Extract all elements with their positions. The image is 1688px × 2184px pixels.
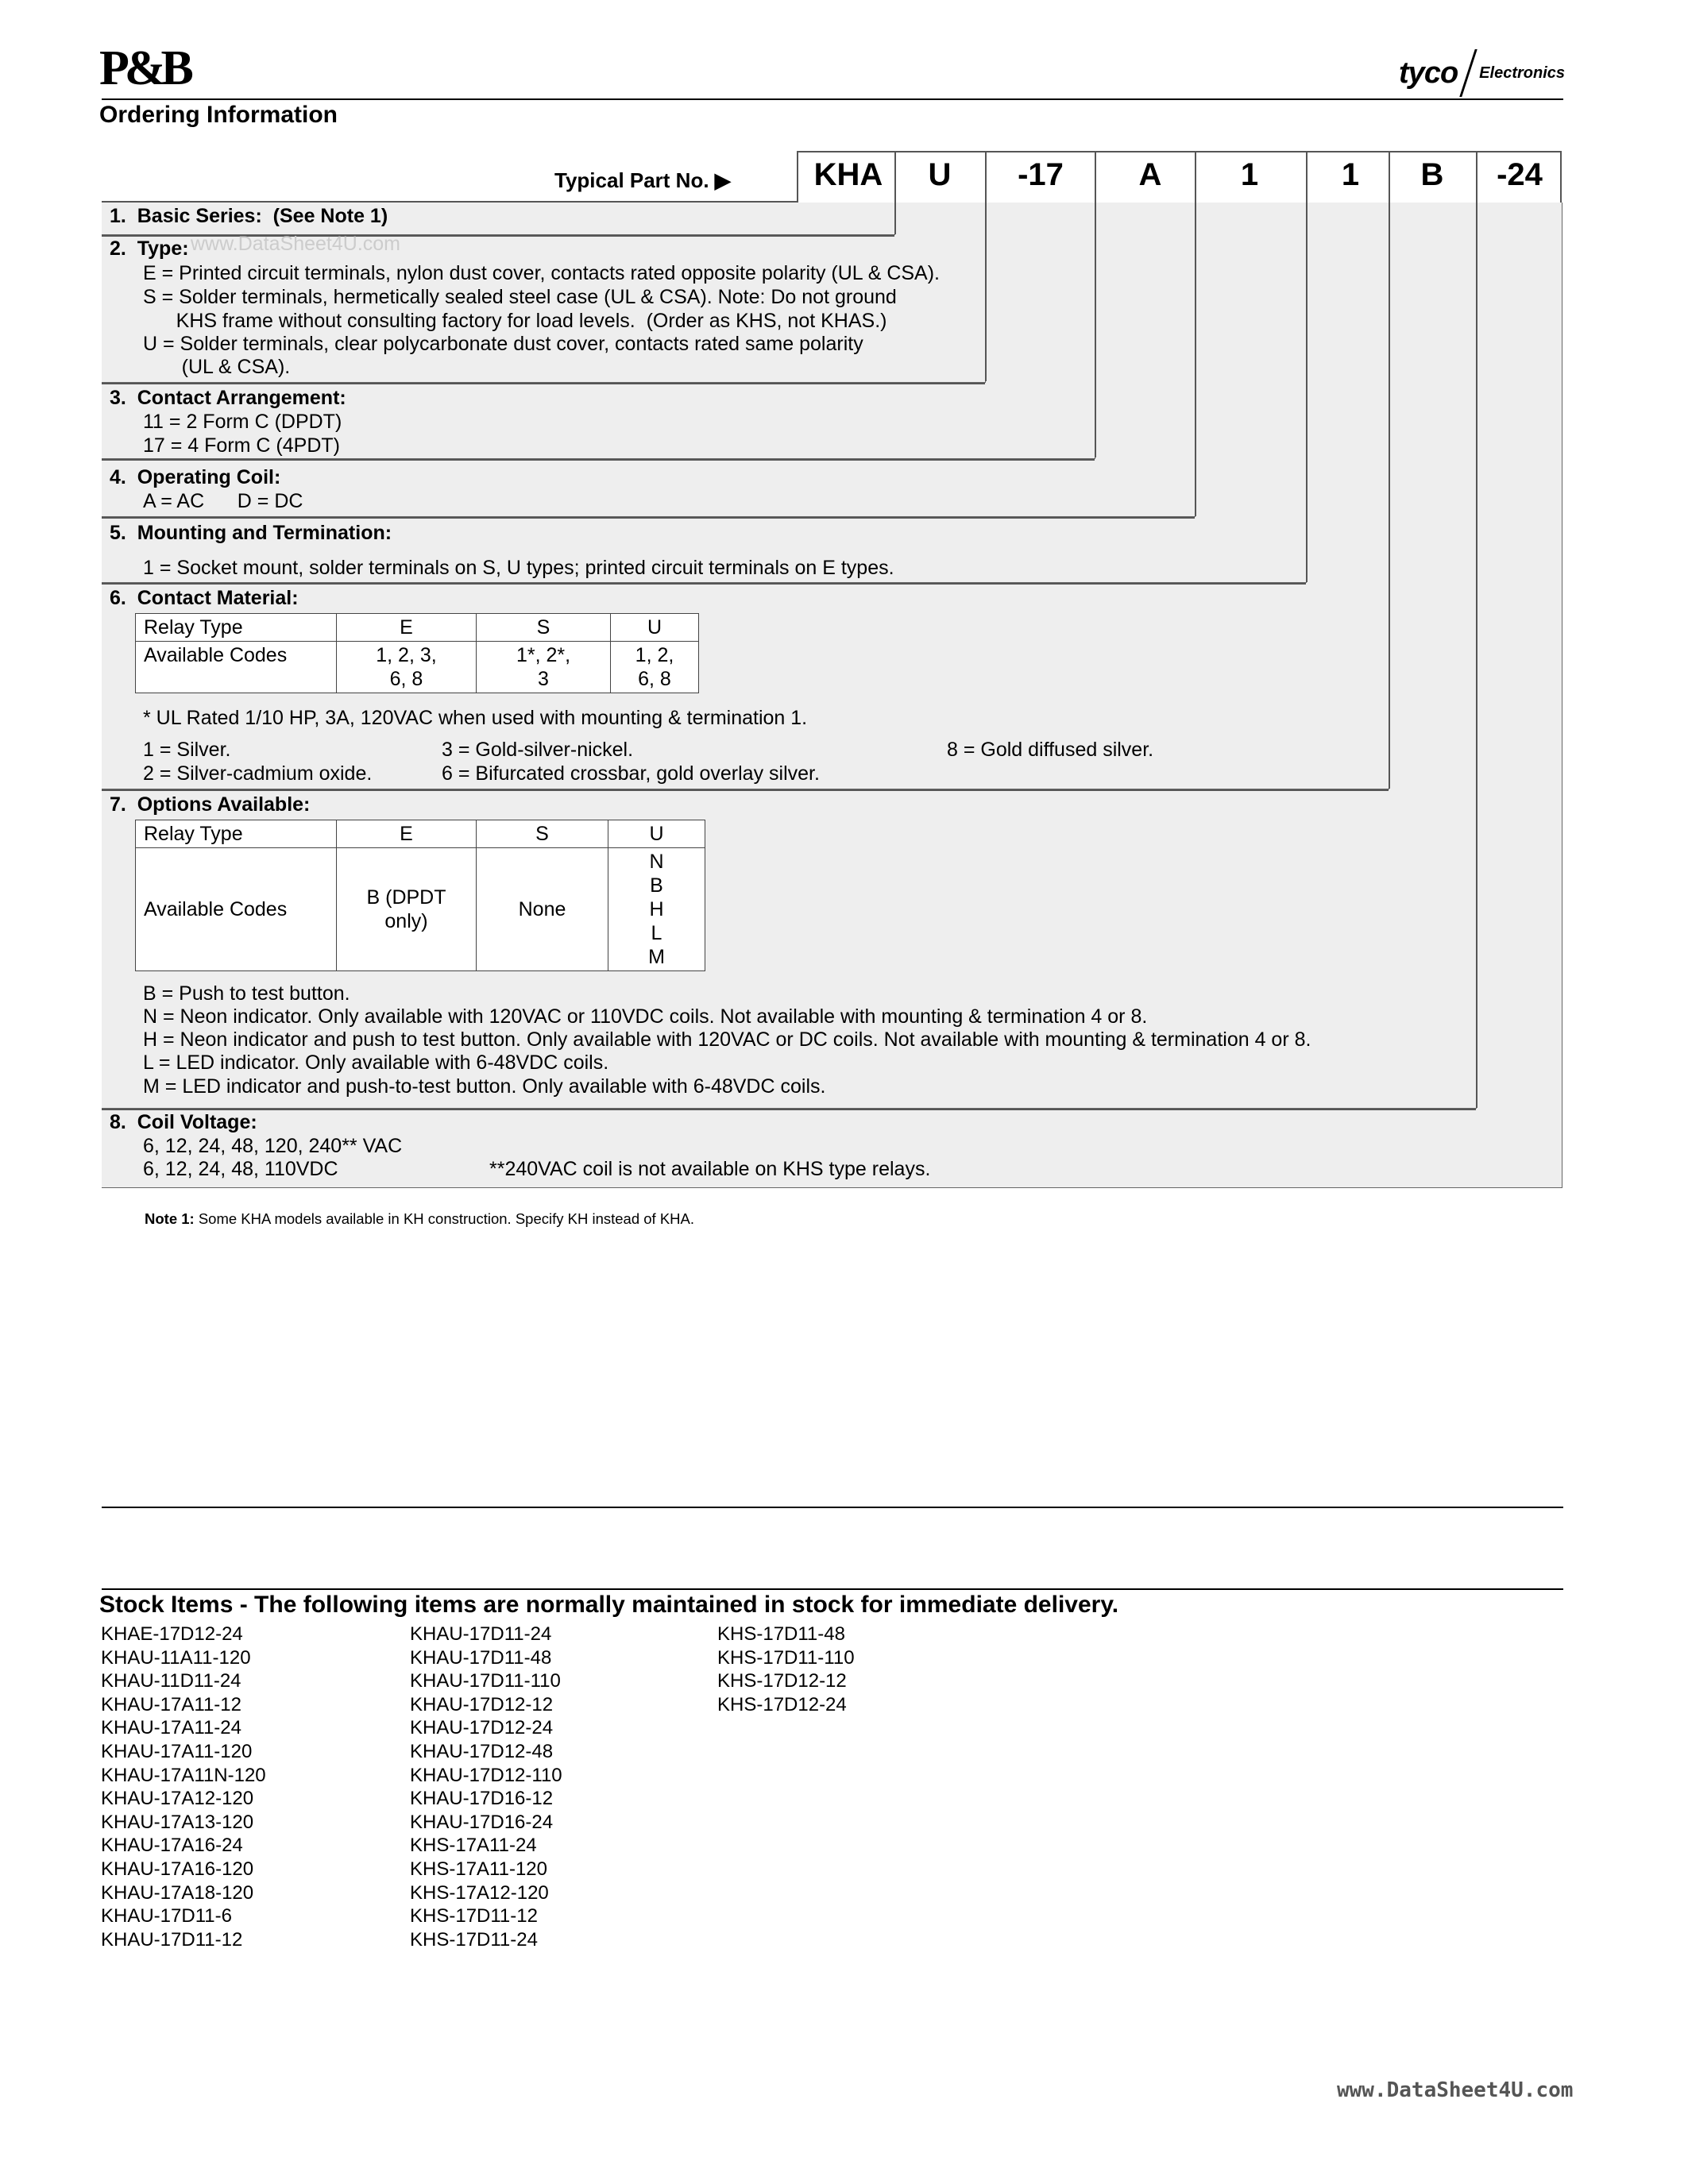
s3-line: 17 = 4 Form C (4PDT) xyxy=(143,434,340,457)
s2-title: 2. Type: xyxy=(110,237,189,260)
part-code-mounting: 1 xyxy=(1240,157,1259,192)
list-item: KHS-17D11-110 xyxy=(717,1646,855,1669)
list-item: KHAU-17A16-24 xyxy=(101,1835,243,1857)
table-header-row xyxy=(136,614,699,642)
list-item: KHAU-17D11-110 xyxy=(410,1670,561,1692)
s7-title: 7. Options Available: xyxy=(110,793,311,816)
s6-code: 6 = Bifurcated crossbar, gold overlay silver. xyxy=(442,762,820,785)
s8-note: **240VAC coil is not available on KHS type relays. xyxy=(489,1158,931,1180)
stock-column-1 xyxy=(101,1623,266,1951)
list-item: KHAU-17D11-48 xyxy=(410,1646,552,1669)
section-divider xyxy=(102,459,1095,461)
tyco-logo xyxy=(1399,49,1565,97)
list-item: KHAU-17D12-48 xyxy=(410,1740,554,1762)
s7-line: B = Push to test button. xyxy=(143,982,350,1005)
table-cell: E xyxy=(337,820,477,848)
table-cell: Available Codes xyxy=(136,848,337,971)
list-item: KHAU-17D11-12 xyxy=(101,1928,243,1951)
s5-title: 5. Mounting and Termination: xyxy=(110,522,392,544)
list-item: KHAU-17A12-120 xyxy=(101,1788,254,1810)
table-cell: E xyxy=(337,614,477,642)
part-code-material: 1 xyxy=(1341,157,1360,192)
list-item: KHAU-17A11N-120 xyxy=(101,1764,266,1786)
list-item: KHAU-17D16-24 xyxy=(410,1811,554,1833)
frame-line xyxy=(797,151,1562,152)
frame-line xyxy=(1095,151,1096,457)
list-item: KHS-17D11-48 xyxy=(717,1623,845,1645)
frame-line xyxy=(102,201,797,203)
pb-logo: P&B xyxy=(99,41,189,95)
table-row xyxy=(136,848,705,971)
s2-line: E = Printed circuit terminals, nylon dust cover, contacts rated opposite polarity (UL & CSA). xyxy=(143,262,940,284)
part-code-arrangement: -17 xyxy=(1018,157,1064,192)
part-code-series: KHA xyxy=(813,157,883,192)
frame-line xyxy=(1306,151,1308,582)
s3-title: 3. Contact Arrangement: xyxy=(110,387,346,409)
note-1-text: Some KHA models available in KH construction. Specify KH instead of KHA. xyxy=(198,1210,695,1227)
s2-line: (UL & CSA). xyxy=(143,356,291,378)
list-item: KHAU-17D16-12 xyxy=(410,1788,554,1810)
list-item: KHAU-11D11-24 xyxy=(101,1670,241,1692)
list-item: KHAU-17A11-120 xyxy=(101,1740,253,1762)
contact-material-table xyxy=(135,613,699,693)
s7-line: H = Neon indicator and push to test button. Only available with 120VAC or DC coils. Not available with mounting & termination 4 or 8. xyxy=(143,1028,1311,1051)
table-cell: 1, 2, 6, 8 xyxy=(611,642,699,693)
s8-line: 6, 12, 24, 48, 120, 240** VAC xyxy=(143,1135,403,1157)
list-item: KHAU-17A18-120 xyxy=(101,1881,254,1904)
part-code-options: B xyxy=(1420,157,1444,192)
list-item: KHAU-17A11-24 xyxy=(101,1717,241,1739)
table-cell: U xyxy=(611,614,699,642)
s8-line: 6, 12, 24, 48, 110VDC xyxy=(143,1158,338,1180)
part-code-type: U xyxy=(928,157,952,192)
footer-url[interactable]: www.DataSheet4U.com xyxy=(1337,2078,1574,2102)
part-code-voltage: -24 xyxy=(1497,157,1543,192)
list-item: KHS-17D11-24 xyxy=(410,1928,538,1951)
stock-column-3 xyxy=(717,1623,855,1716)
list-item: KHAE-17D12-24 xyxy=(101,1623,243,1645)
list-item: KHAU-11A11-120 xyxy=(101,1646,251,1669)
s8-title: 8. Coil Voltage: xyxy=(110,1111,257,1133)
typical-part-label: Typical Part No. ▶ xyxy=(554,168,731,192)
section-divider xyxy=(102,383,985,384)
table-cell: U xyxy=(608,820,705,848)
list-item: KHS-17A11-24 xyxy=(410,1835,537,1857)
section-divider xyxy=(102,1109,1476,1110)
section-rule xyxy=(102,1588,1563,1590)
list-item: KHS-17A12-120 xyxy=(410,1881,549,1904)
note-1-label: Note 1: xyxy=(145,1210,195,1227)
table-header-row xyxy=(136,820,705,848)
table-cell: Available Codes xyxy=(136,642,337,693)
page-title: Ordering Information xyxy=(99,102,338,128)
tyco-wordmark: tyco xyxy=(1399,56,1458,90)
table-cell: S xyxy=(477,820,608,848)
s6-code: 2 = Silver-cadmium oxide. xyxy=(143,762,373,785)
s7-line: L = LED indicator. Only available with 6-48VDC coils. xyxy=(143,1051,609,1074)
section-divider xyxy=(102,517,1195,519)
logo-slash xyxy=(1459,49,1477,97)
stock-column-2 xyxy=(410,1623,562,1951)
s7-line: N = Neon indicator. Only available with 120VAC or 110VDC coils. Not available with mounting & termination 4 or 8. xyxy=(143,1005,1148,1028)
list-item: KHAU-17D11-24 xyxy=(410,1623,552,1645)
s6-code: 8 = Gold diffused silver. xyxy=(947,739,1154,761)
table-cell: 1, 2, 3, 6, 8 xyxy=(337,642,477,693)
frame-line xyxy=(1389,151,1390,789)
s2-line: U = Solder terminals, clear polycarbonate dust cover, contacts rated same polarity xyxy=(143,333,863,355)
section-rule xyxy=(102,1507,1563,1508)
s2-line: KHS frame without consulting factory for load levels. (Order as KHS, not KHAS.) xyxy=(143,310,887,332)
frame-line xyxy=(797,151,798,203)
s3-line: 11 = 2 Form C (DPDT) xyxy=(143,411,342,433)
s2-line: S = Solder terminals, hermetically sealed steel case (UL & CSA). Note: Do not ground xyxy=(143,286,897,308)
table-cell: S xyxy=(477,614,611,642)
s1-title: 1. Basic Series: (See Note 1) xyxy=(110,205,388,227)
s6-note: * UL Rated 1/10 HP, 3A, 120VAC when used with mounting & termination 1. xyxy=(143,707,808,729)
table-cell: B (DPDT only) xyxy=(337,848,477,971)
list-item: KHAU-17D12-110 xyxy=(410,1764,562,1786)
section-divider xyxy=(102,583,1306,585)
list-item: KHAU-17A13-120 xyxy=(101,1811,254,1833)
list-item: KHS-17A11-120 xyxy=(410,1858,547,1880)
frame-line xyxy=(1476,151,1477,1108)
list-item: KHS-17D12-12 xyxy=(717,1670,847,1692)
electronics-wordmark: Electronics xyxy=(1479,64,1565,82)
list-item: KHS-17D12-24 xyxy=(717,1693,847,1715)
table-cell: Relay Type xyxy=(136,614,337,642)
table-cell: None xyxy=(477,848,608,971)
list-item: KHAU-17D12-24 xyxy=(410,1717,554,1739)
frame-line xyxy=(1195,151,1196,516)
table-cell: Relay Type xyxy=(136,820,337,848)
header-rule xyxy=(102,98,1563,100)
s5-line: 1 = Socket mount, solder terminals on S, U types; printed circuit terminals on E types. xyxy=(143,557,894,579)
table-cell: N B H L M xyxy=(608,848,705,971)
s7-line: M = LED indicator and push-to-test button. Only available with 6-48VDC coils. xyxy=(143,1075,826,1098)
list-item: KHAU-17A16-120 xyxy=(101,1858,254,1880)
part-code-coil: A xyxy=(1138,157,1162,192)
stock-title: Stock Items - The following items are normally maintained in stock for immediate delivery. xyxy=(99,1592,1119,1618)
list-item: KHAU-17D12-12 xyxy=(410,1693,554,1715)
table-row xyxy=(136,642,699,693)
s6-code: 1 = Silver. xyxy=(143,739,231,761)
watermark: www.DataSheet4U.com xyxy=(191,233,401,255)
list-item: KHAU-17A11-12 xyxy=(101,1693,241,1715)
s4-line: A = AC D = DC xyxy=(143,490,303,512)
section-divider xyxy=(102,789,1389,791)
table-cell: 1*, 2*, 3 xyxy=(477,642,611,693)
note-1 xyxy=(145,1210,694,1228)
s6-title: 6. Contact Material: xyxy=(110,587,299,609)
options-table xyxy=(135,820,705,971)
list-item: KHAU-17D11-6 xyxy=(101,1905,232,1927)
s6-code: 3 = Gold-silver-nickel. xyxy=(442,739,634,761)
list-item: KHS-17D11-12 xyxy=(410,1905,538,1927)
s4-title: 4. Operating Coil: xyxy=(110,466,281,488)
